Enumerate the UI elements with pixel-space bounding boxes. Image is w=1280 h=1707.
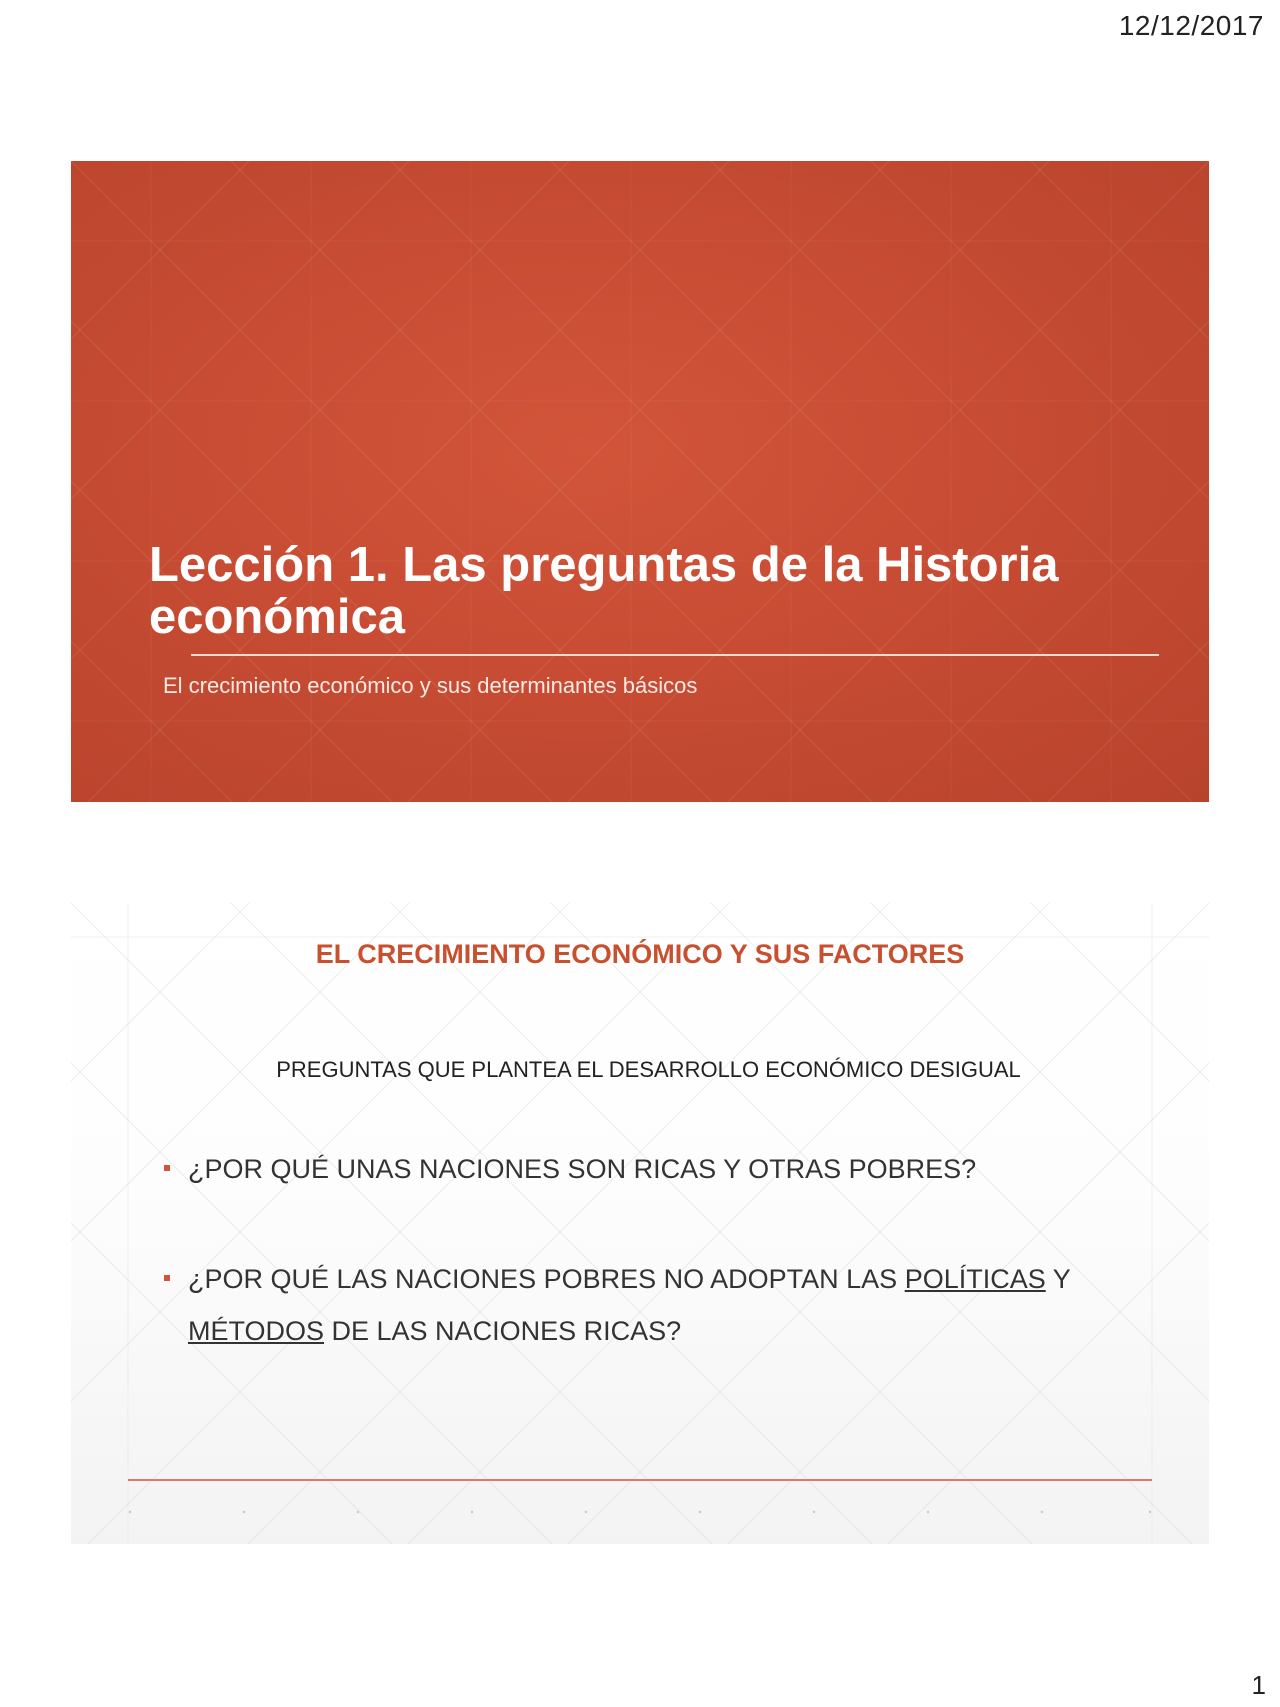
- slide-subheading: PREGUNTAS QUE PLANTEA EL DESARROLLO ECONÓMICO DESIGUAL: [276, 1057, 1021, 1082]
- bullet-text-part-1: ¿POR QUÉ LAS NACIONES POBRES NO ADOPTAN LAS: [188, 1264, 905, 1294]
- underlined-term-politicas: POLÍTICAS: [904, 1264, 1046, 1294]
- bullet-text-part-3: DE LAS NACIONES RICAS?: [324, 1316, 682, 1346]
- bullet-square-icon: [164, 1165, 170, 1171]
- slide-subtitle: El crecimiento económico y sus determinantes básicos: [163, 673, 698, 698]
- page-number: 1: [1251, 1670, 1266, 1700]
- slide-background-pattern: [71, 161, 1209, 802]
- footer-dots: [128, 1510, 1152, 1514]
- slide-title-line-2: económica: [149, 590, 405, 644]
- underlined-term-metodos: MÉTODOS: [188, 1316, 325, 1346]
- footer-divider: [128, 1479, 1152, 1481]
- slide-heading: EL CRECIMIENTO ECONÓMICO Y SUS FACTORES: [315, 939, 965, 969]
- content-slide: [71, 903, 1209, 1544]
- title-divider: [191, 654, 1159, 656]
- page-date: 12/12/2017: [1118, 10, 1264, 41]
- title-slide: [71, 161, 1209, 802]
- bullet-item-1: [164, 1143, 1174, 1195]
- bullet-text: ¿POR QUÉ UNAS NACIONES SON RICAS Y OTRAS POBRES?: [188, 1154, 977, 1184]
- slide-title-line-1: Lección 1. Las preguntas de la Historia: [149, 538, 1059, 592]
- slide-title: [149, 539, 1149, 643]
- bullet-item-2: [164, 1253, 1174, 1357]
- bullet-text-part-2: Y: [1045, 1264, 1071, 1294]
- bullet-square-icon: [164, 1275, 170, 1281]
- bullet-list: [164, 1143, 1174, 1415]
